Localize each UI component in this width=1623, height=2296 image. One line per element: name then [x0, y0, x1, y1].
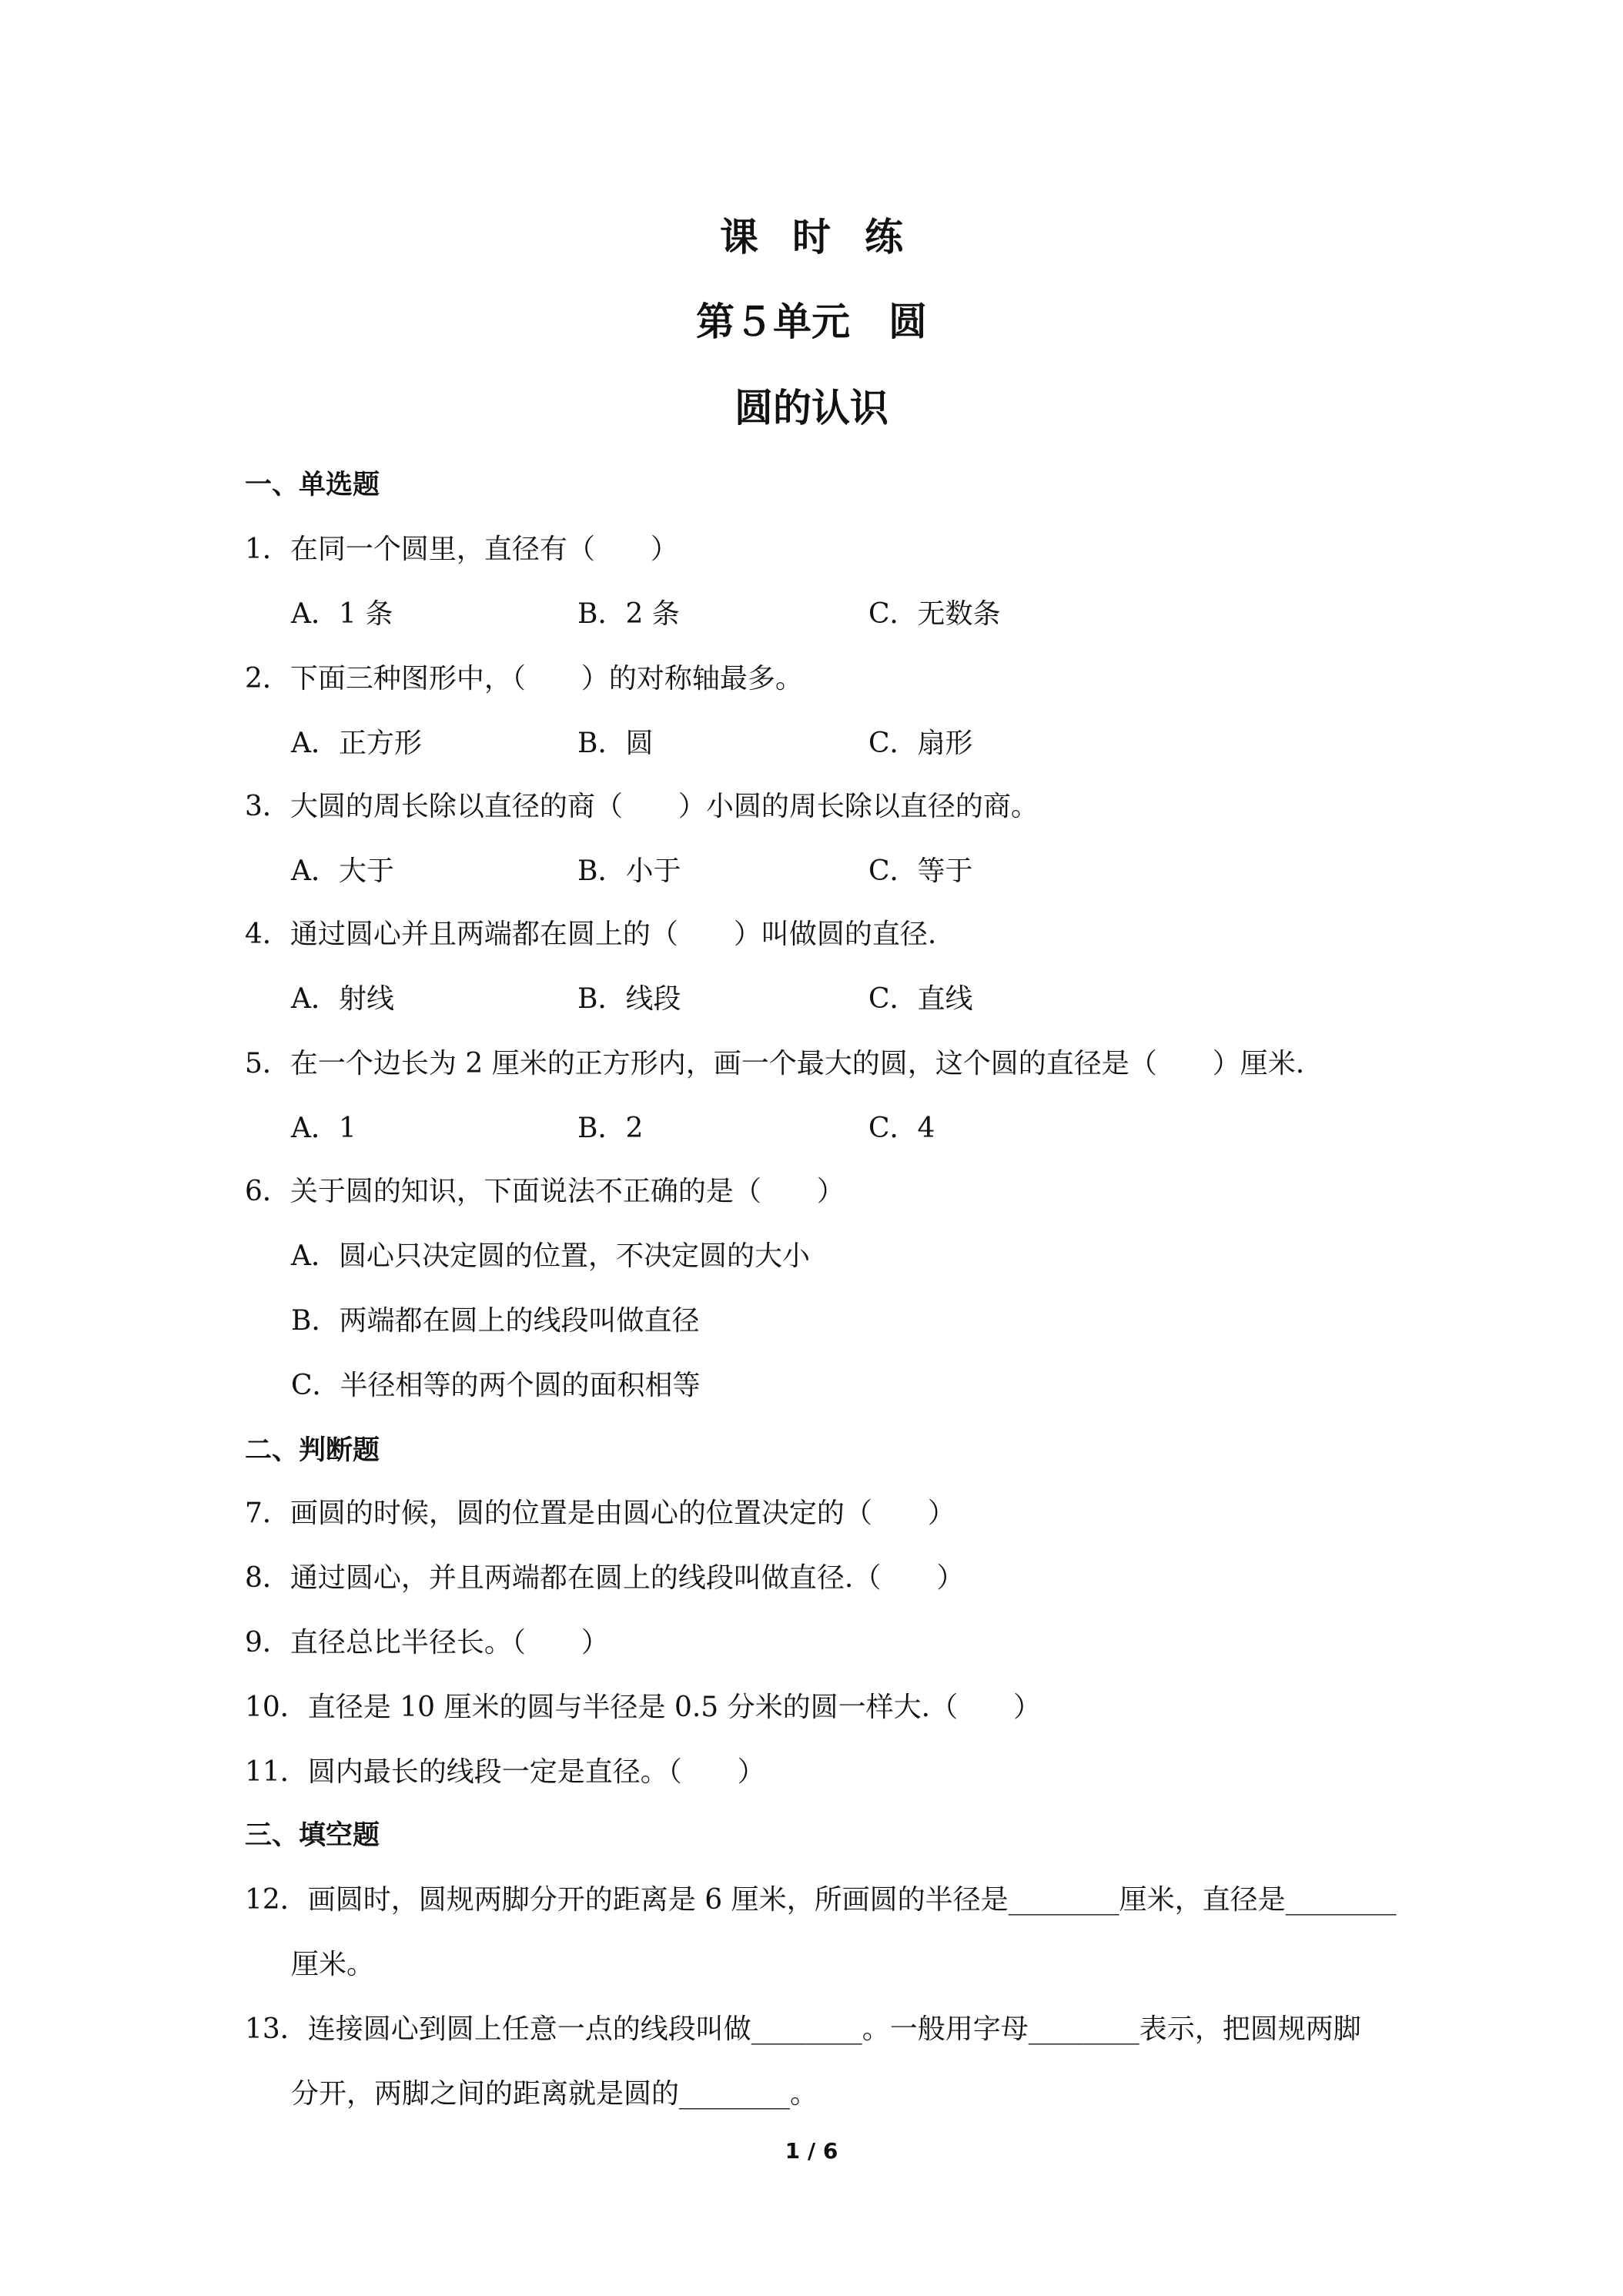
question-12-line2: 厘米。 — [291, 1949, 375, 1980]
q5-option-c: C．4 — [868, 1113, 935, 1144]
q2-option-c: C．扇形 — [868, 728, 973, 759]
q6-option-c: C．半径相等的两个圆的面积相等 — [291, 1370, 701, 1401]
q3-option-c: C．等于 — [868, 855, 973, 887]
question-5: 5．在一个边长为 2 厘米的正方形内，画一个最大的圆，这个圆的直径是（ ）厘米. — [245, 1048, 1305, 1079]
question-4: 4．通过圆心并且两端都在圆上的（ ）叫做圆的直径. — [245, 919, 937, 950]
q5-option-b: B．2 — [577, 1113, 644, 1144]
q1-option-b: B．2 条 — [577, 598, 680, 630]
question-8: 8．通过圆心，并且两端都在圆上的线段叫做直径.（ ） — [245, 1562, 965, 1594]
question-10: 10．直径是 10 厘米的圆与半径是 0.5 分米的圆一样大.（ ） — [245, 1692, 1042, 1723]
q1-option-a: A．1 条 — [291, 598, 393, 630]
doc-title: 课时练 — [720, 214, 937, 259]
q4-option-c: C．直线 — [868, 983, 973, 1015]
section-heading-fill-blank: 三、填空题 — [245, 1820, 380, 1851]
question-1: 1．在同一个圆里，直径有（ ） — [245, 534, 678, 565]
section-heading-single-choice: 一、单选题 — [245, 470, 380, 500]
q6-option-b: B．两端都在圆上的线段叫做直径 — [291, 1305, 700, 1337]
question-12-line1: 12．画圆时，圆规两脚分开的距离是 6 厘米，所画圆的半径是________厘米，直径是________ — [245, 1884, 1397, 1916]
question-9: 9．直径总比半径长。（ ） — [245, 1627, 609, 1658]
q1-option-c: C．无数条 — [868, 598, 1001, 630]
q2-option-b: B．圆 — [577, 728, 654, 759]
question-7: 7．画圆的时候，圆的位置是由圆心的位置决定的（ ） — [245, 1498, 955, 1529]
q4-option-a: A．射线 — [291, 983, 394, 1015]
question-11: 11．圆内最长的线段一定是直径。（ ） — [245, 1756, 765, 1788]
q2-option-a: A．正方形 — [291, 728, 422, 759]
lesson-title: 圆的认识 — [735, 385, 888, 430]
question-13-line2: 分开，两脚之间的距离就是圆的________。 — [291, 2078, 818, 2110]
question-6: 6．关于圆的知识，下面说法不正确的是（ ） — [245, 1176, 845, 1207]
q4-option-b: B．线段 — [577, 983, 681, 1015]
section-heading-true-false: 二、判断题 — [245, 1435, 380, 1466]
question-3: 3．大圆的周长除以直径的商（ ）小圆的周长除以直径的商。 — [245, 791, 1039, 822]
unit-title: 第５单元 圆 — [696, 299, 927, 344]
q6-option-a: A．圆心只决定圆的位置，不决定圆的大小 — [291, 1240, 810, 1272]
q5-option-a: A．1 — [291, 1113, 356, 1144]
question-2: 2．下面三种图形中，（ ）的对称轴最多。 — [245, 663, 803, 694]
q3-option-b: B．小于 — [577, 855, 681, 887]
page-number: 1 / 6 — [785, 2138, 838, 2164]
question-13-line1: 13．连接圆心到圆上任意一点的线段叫做________。一般用字母________表示，把圆规两脚 — [245, 2013, 1361, 2045]
q3-option-a: A．大于 — [291, 855, 394, 887]
